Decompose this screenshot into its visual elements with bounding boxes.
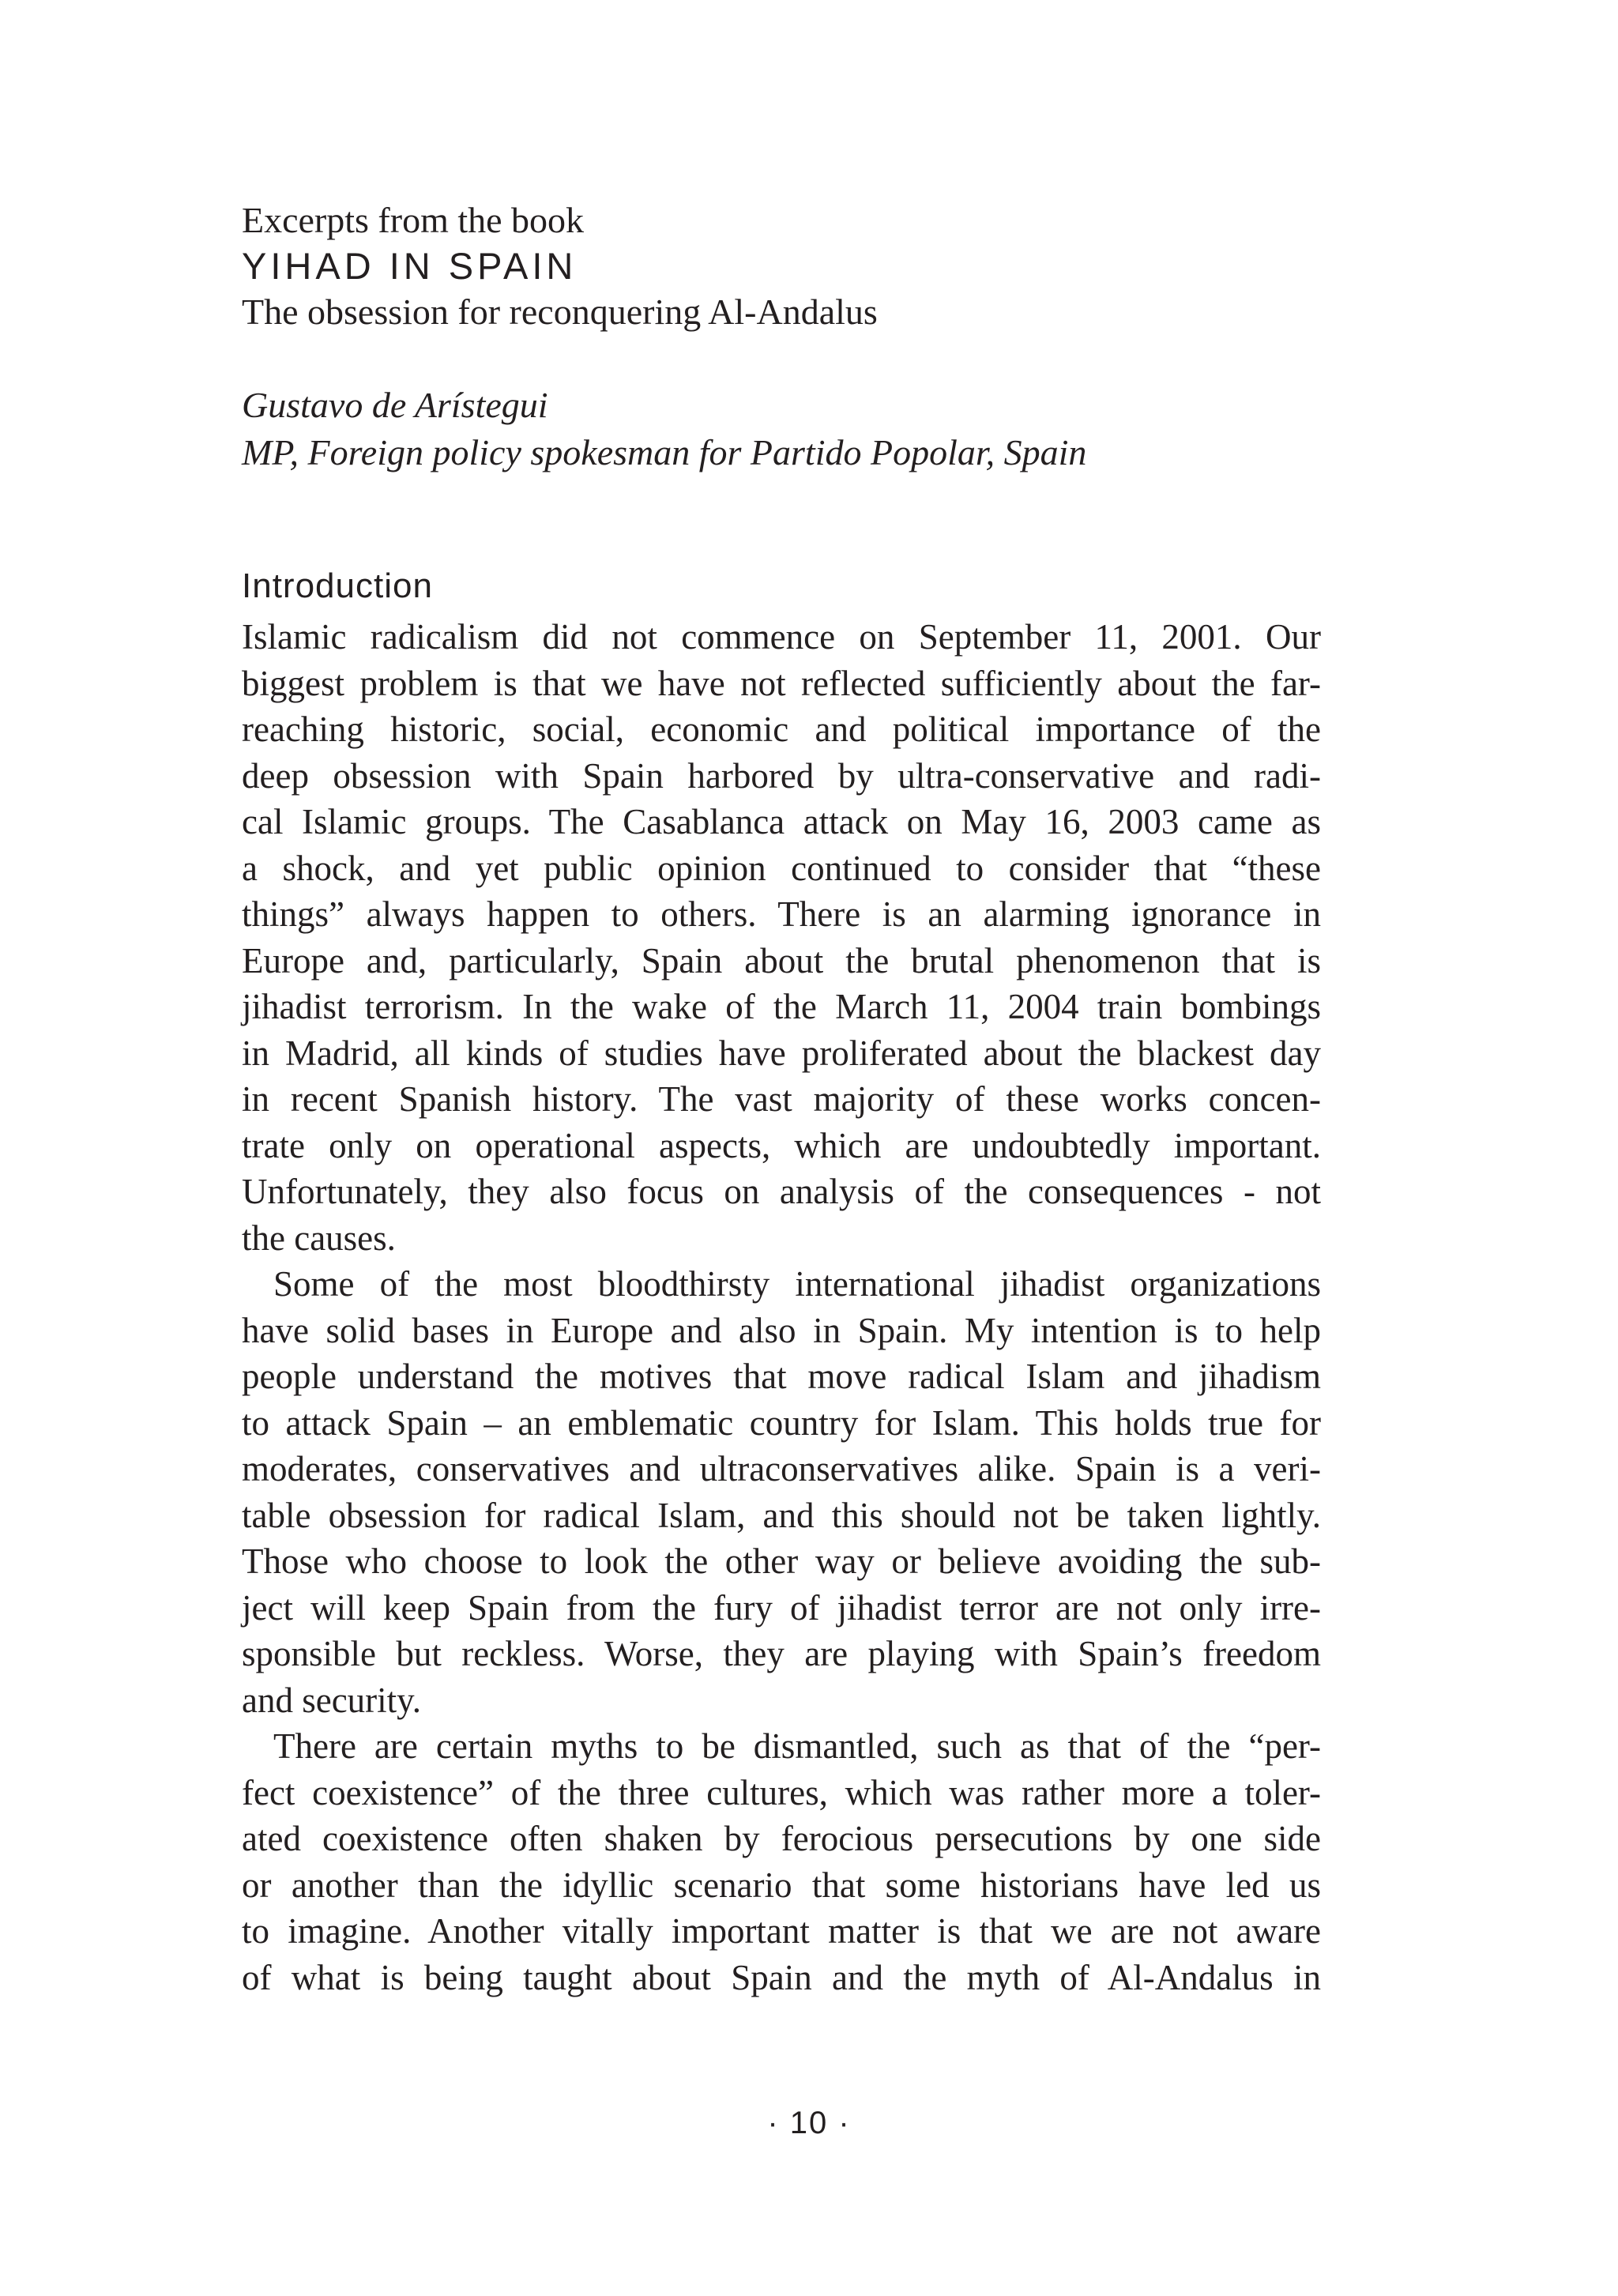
body-line: of what is being taught about Spain and the myth of Al-Andalus in — [242, 1957, 1321, 1997]
body-line: in recent Spanish history. The vast majority of these works concen- — [242, 1079, 1321, 1119]
body-line: Unfortunately, they also focus on analysis of the consequences - not — [242, 1172, 1321, 1211]
body-line: Islamic radicalism did not commence on September 11, 2001. Our — [242, 617, 1321, 657]
body-line: and security. — [242, 1680, 421, 1720]
book-subtitle: The obsession for reconquering Al-Andalus — [242, 292, 878, 332]
author-role: MP, Foreign policy spokesman for Partido Popolar, Spain — [242, 432, 1087, 472]
body-line: Europe and, particularly, Spain about the brutal phenomenon that is — [242, 940, 1321, 981]
body-line: Some of the most bloodthirsty international jihadist organizations — [273, 1264, 1321, 1304]
body-line: ated coexistence often shaken by ferocious persecutions by one side — [242, 1819, 1321, 1858]
book-title: YIHAD IN SPAIN — [242, 245, 578, 287]
section-heading: Introduction — [242, 566, 433, 605]
body-line: to attack Spain – an emblematic country for Islam. This holds true for — [242, 1402, 1321, 1443]
body-line: reaching historic, social, economic and political importance of the — [242, 710, 1321, 749]
body-line: Those who choose to look the other way or believe avoiding the sub- — [242, 1541, 1321, 1581]
body-line: cal Islamic groups. The Casablanca attack on May 16, 2003 came as — [242, 802, 1321, 841]
body-text — [242, 614, 1321, 2001]
body-line: jihadist terrorism. In the wake of the March 11, 2004 train bombings — [242, 987, 1321, 1026]
body-line: or another than the idyllic scenario that some historians have led us — [242, 1865, 1321, 1905]
body-line: table obsession for radical Islam, and this should not be taken lightly. — [242, 1495, 1321, 1535]
body-line: There are certain myths to be dismantled, such as that of the “per- — [273, 1726, 1321, 1766]
body-line: to imagine. Another vitally important matter is that we are not aware — [242, 1911, 1321, 1951]
page-number: · 10 · — [767, 2106, 851, 2140]
body-line: have solid bases in Europe and also in Spain. My intention is to help — [242, 1310, 1321, 1350]
body-line: ject will keep Spain from the fury of jihadist terror are not only irre- — [242, 1587, 1321, 1628]
body-line: deep obsession with Spain harbored by ultra-conservative and radi- — [242, 755, 1321, 796]
body-line: biggest problem is that we have not reflected sufficiently about the far- — [242, 663, 1321, 703]
body-line: trate only on operational aspects, which are undoubtedly important. — [242, 1125, 1321, 1165]
body-line: fect coexistence” of the three cultures, which was rather more a toler- — [242, 1772, 1321, 1812]
body-line: the causes. — [242, 1218, 396, 1258]
author-block — [242, 382, 1348, 476]
body-line: in Madrid, all kinds of studies have proliferated about the blackest day — [242, 1033, 1321, 1073]
body-line: a shock, and yet public opinion continued to consider that “these — [242, 848, 1321, 888]
body-line: sponsible but reckless. Worse, they are playing with Spain’s freedom — [242, 1634, 1321, 1673]
excerpt-kicker: Excerpts from the book — [242, 200, 585, 240]
body-line: people understand the motives that move radical Islam and jihadism — [242, 1357, 1321, 1396]
author-name: Gustavo de Arístegui — [242, 385, 548, 425]
body-line: moderates, conservatives and ultraconservatives alike. Spain is a veri- — [242, 1449, 1321, 1489]
body-line: things” always happen to others. There is an alarming ignorance in — [242, 894, 1321, 934]
excerpt-header — [242, 199, 1348, 335]
